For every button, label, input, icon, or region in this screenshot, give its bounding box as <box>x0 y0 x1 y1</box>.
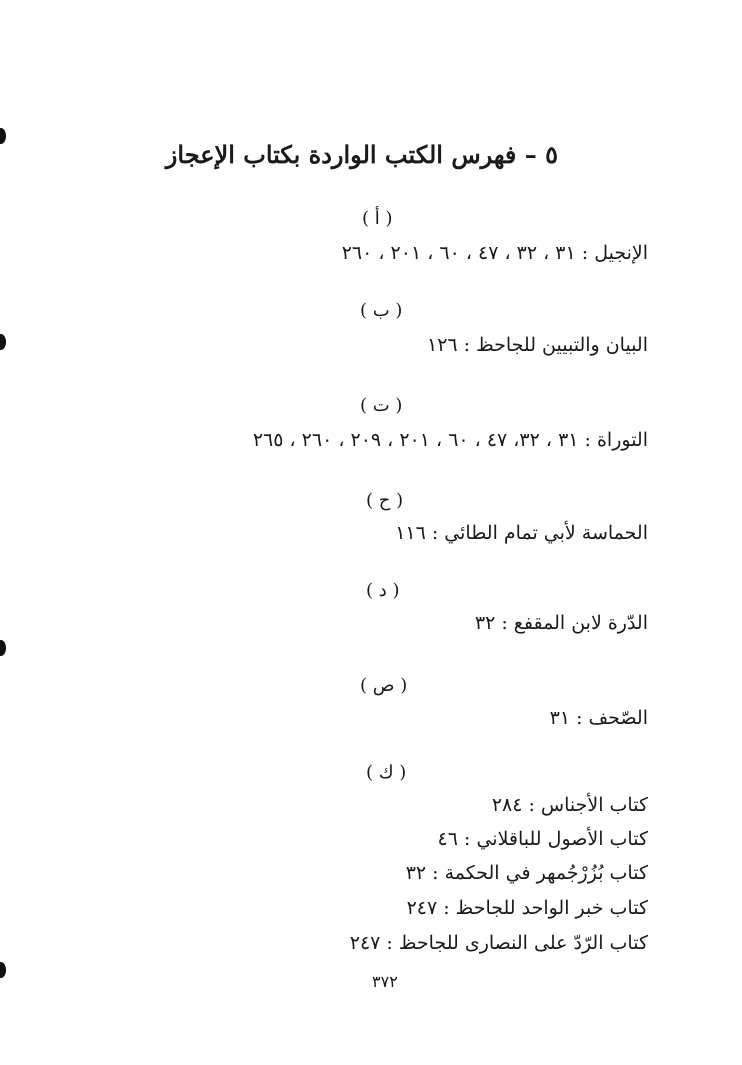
index-entry: كتاب خبر الواحد للجاحظ : ٢٤٧ <box>406 897 648 919</box>
index-entry: التوراة : ٣١ ، ٣٢، ٤٧ ، ٦٠ ، ٢٠١ ، ٢٠٩ ، ٢٦٠ ، ٢٦٥ <box>252 429 648 451</box>
section-letter-dal: ( د ) <box>366 580 400 601</box>
binding-hole-mark <box>0 128 6 144</box>
section-letter-alif: ( أ ) <box>362 208 393 229</box>
section-letter-ta: ( ت ) <box>360 395 403 416</box>
index-entry: الصّحف : ٣١ <box>549 707 648 729</box>
section-letter-ha: ( ح ) <box>366 490 404 511</box>
section-letter-sad: ( ص ) <box>360 675 408 696</box>
section-letter-kaf: ( ك ) <box>366 762 407 783</box>
page-number: ٣٧٢ <box>372 972 398 991</box>
index-entry: البيان والتبيين للجاحظ : ١٢٦ <box>426 334 648 356</box>
section-letter-ba: ( ب ) <box>360 300 403 321</box>
binding-hole-mark <box>0 640 6 656</box>
index-entry: الدّرة لابن المقفع : ٣٢ <box>474 612 648 634</box>
binding-hole-mark <box>0 962 6 978</box>
index-entry: الإنجيل : ٣١ ، ٣٢ ، ٤٧ ، ٦٠ ، ٢٠١ ، ٢٦٠ <box>341 242 648 264</box>
index-entry: كتاب الأصول للباقلاني : ٤٦ <box>437 828 648 850</box>
index-entry: الحماسة لأبي تمام الطائي : ١١٦ <box>395 522 648 544</box>
index-title: ٥ – فهرس الكتب الواردة بكتاب الإعجاز <box>165 140 558 169</box>
index-entry: كتاب بُزُرْجُمهر في الحكمة : ٣٢ <box>405 862 648 884</box>
index-entry: كتاب الرّدّ على النصارى للجاحظ : ٢٤٧ <box>349 932 648 954</box>
binding-hole-mark <box>0 334 6 350</box>
index-entry: كتاب الأجناس : ٢٨٤ <box>491 794 648 816</box>
